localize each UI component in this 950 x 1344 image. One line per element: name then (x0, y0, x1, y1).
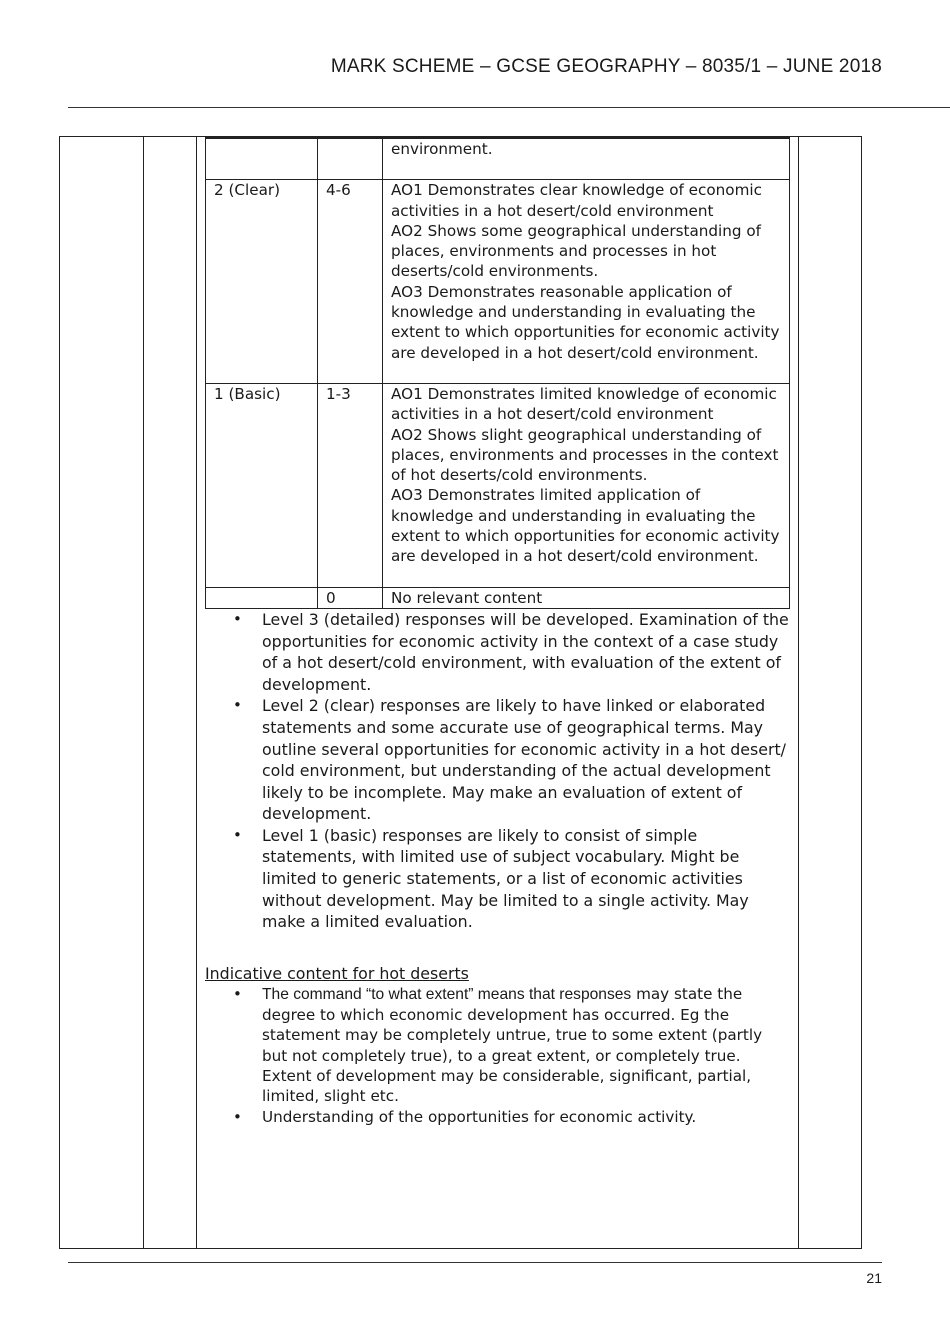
footer-rule (68, 1262, 882, 1263)
column-divider-1 (143, 136, 144, 1249)
descriptor-ao2: AO2 Shows slight geographical understanding of places, environments and processes in the context of hot deserts/cold environments. (391, 425, 779, 485)
guidance-column (205, 137, 790, 1127)
table-row (206, 587, 790, 608)
descriptor-ao3: AO3 Demonstrates reasonable application of knowledge and understanding in evaluating the extent to which opportunities for economic activity are developed in a hot desert/cold environment. (391, 282, 780, 362)
indicative-content-heading: Indicative content for hot deserts (205, 963, 469, 983)
descriptor-line: No relevant content (391, 588, 543, 607)
descriptor-ao2: AO2 Shows some geographical understanding of places, environments and processes in hot deserts/cold environments. (391, 221, 761, 281)
marks-cell: 4-6 (318, 180, 383, 384)
list-item (205, 695, 790, 825)
table-row (206, 383, 790, 587)
list-item (205, 984, 790, 1107)
document-header-title: MARK SCHEME – GCSE GEOGRAPHY – 8035/1 – JUNE 2018 (330, 56, 882, 77)
guidance-level-3: Level 3 (detailed) responses will be developed. Examination of the opportunities for economic activity in the context of a case study of a hot desert/cold environment, with evaluation of the extent of development. (262, 609, 789, 694)
bullet-icon: • (233, 696, 242, 715)
guidance-level-2: Level 2 (clear) responses are likely to have linked or elaborated statements and some accurate use of geographical terms. May outline several opportunities for economic activity in a hot desert/ cold environment, but understanding of the actual development likely to be incomplete. May make an evaluation of extent of development. (262, 696, 786, 824)
descriptor-ao1: AO1 Demonstrates limited knowledge of economic activities in a hot desert/cold environment (391, 384, 777, 424)
descriptor-ao1: AO1 Demonstrates clear knowledge of economic activities in a hot desert/cold environment (391, 181, 762, 220)
descriptor-cell (383, 587, 790, 608)
level-guidance-list (205, 609, 790, 933)
list-item (205, 1107, 790, 1127)
descriptor-cell (383, 383, 790, 587)
bullet-icon: • (233, 1107, 242, 1126)
column-divider-3 (798, 136, 799, 1249)
descriptor-line: environment. (391, 140, 493, 158)
descriptor-cell (383, 138, 790, 180)
level-cell (206, 138, 318, 180)
bullet-icon: • (233, 825, 242, 844)
command-intro: The command “to what extent” means that responses (262, 985, 632, 1003)
marks-cell (318, 138, 383, 180)
header-rule (68, 107, 950, 108)
descriptor-ao3: AO3 Demonstrates limited application of knowledge and understanding in evaluating the extent to which opportunities for economic activity are developed in a hot desert/cold environment. (391, 486, 780, 566)
indicative-content-list (205, 984, 790, 1127)
descriptor-cell (383, 180, 790, 384)
list-item (205, 825, 790, 933)
table-row (206, 138, 790, 180)
opportunities-point: Understanding of the opportunities for economic activity. (262, 1107, 697, 1126)
level-cell: 1 (Basic) (206, 383, 318, 587)
table-row (206, 180, 790, 384)
list-item (205, 609, 790, 695)
bullet-icon: • (233, 609, 242, 628)
column-divider-2 (196, 136, 197, 1249)
level-cell (206, 587, 318, 608)
command-explanation: may state the degree to which economic development has occurred. Eg the statement may be completely untrue, true to some extent (partly but not completely true), to a great extent, or completely true. (262, 984, 763, 1065)
guidance-level-1: Level 1 (basic) responses are likely to consist of simple statements, with limited use of subject vocabulary. Might be limited to generic statements, or a list of economic activities without development. May be limited to a single activity. May make a limited evaluation. (262, 825, 749, 932)
level-cell: 2 (Clear) (206, 180, 318, 384)
levels-table (205, 137, 790, 609)
marks-cell: 0 (318, 587, 383, 608)
marks-cell: 1-3 (318, 383, 383, 587)
bullet-icon: • (233, 984, 242, 1003)
extent-of-development: Extent of development may be considerable, significant, partial, limited, slight etc. (262, 1067, 752, 1106)
page-number: 21 (866, 1270, 882, 1286)
